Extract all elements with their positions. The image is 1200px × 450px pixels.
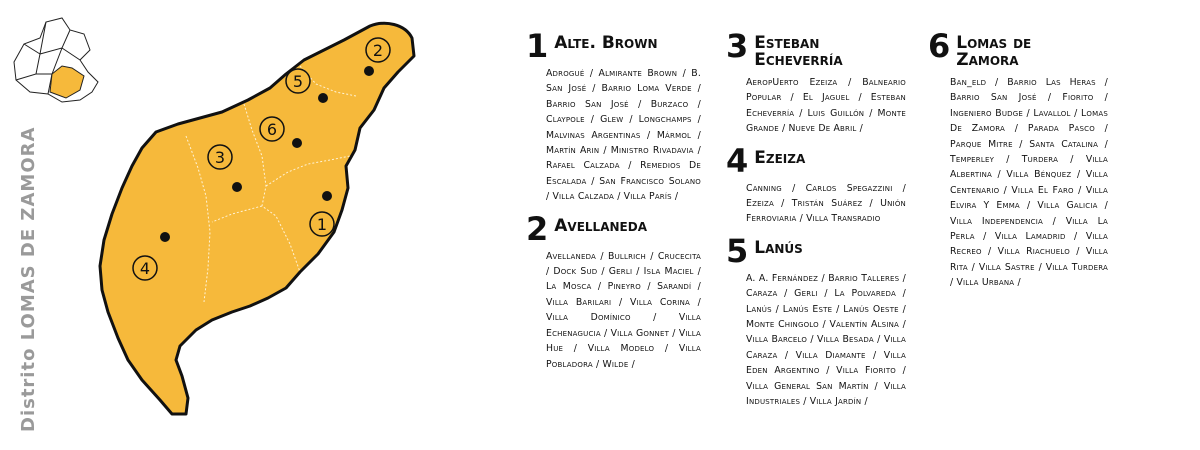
section-esteban-echeverria (726, 27, 906, 137)
section-lanus (726, 231, 906, 410)
section-number: 3 (726, 27, 749, 65)
svg-text:1: 1 (316, 215, 328, 234)
section-text: Adrogué / Almirante Brown / B. San José / Barrio Loma Verde / Barrio San José / Burzaco / Claypole / Glew / Longchamps / Malvinas Argentinas / Mármol / Martín Arin / Ministro Rivadavia / Rafael Calzada / Remedios De Escalada / San Francisco Solano / Villa Calzada / Villa París / (546, 68, 701, 203)
svg-text:4: 4 (139, 259, 151, 278)
section-number: 6 (928, 27, 951, 65)
dot-1 (322, 191, 332, 201)
section-title: Esteban Echeverría (754, 33, 843, 70)
vertical-title: Distrito LOMAS DE ZAMORA (18, 126, 39, 432)
section-number: 5 (726, 231, 749, 270)
column-1 (526, 27, 701, 382)
section-lomas-de-zamora (928, 27, 1108, 291)
section-title: Avellaneda (554, 215, 647, 236)
section-avellaneda (526, 209, 701, 372)
dot-4 (160, 232, 170, 242)
section-title: Lanús (754, 237, 803, 258)
section-number: 4 (726, 141, 749, 180)
svg-text:2: 2 (372, 41, 384, 60)
dot-3 (232, 182, 242, 192)
section-text: AeropUerto Ezeiza / Balneario Popular / El Jaguel / Esteban Echeverría / Luis Guillón / Monte Grande / Nueve De Abril / (746, 77, 906, 135)
section-text: Ban_eld / Barrio Las Heras / Barrio San José / Fiorito / Ingeniero Budge / Lavallol / Lomas De Zamora / Parada Pasco / Parque Mitre / Santa Catalina / Temperley / Turdera / Villa Albertina / Villa Bénquez / Villa Centenario / Villa El Faro / Villa Elvira Y Emma / Villa Galicia / Villa Independencia / Villa La Perla / Villa Lamadrid / Villa Recreo / Villa Riachuelo / Villa Rita / Villa Sastre / Villa Turdera / Villa Urbana / (950, 77, 1108, 289)
section-number: 2 (526, 209, 549, 248)
section-text: Avellaneda / Bullrich / Crucecita / Dock Sud / Gerli / Isla Maciel / La Mosca / Pineyro / Sarandí / Villa Barilari / Villa Corina / Villa Domínico / Villa Echenagucia / Villa Gonnet / Villa Hue / Villa Modelo / Villa Pobladora / Wilde / (546, 250, 701, 370)
district-shape (100, 23, 414, 414)
map (0, 0, 520, 450)
section-alte-brown (526, 27, 701, 205)
column-3 (928, 27, 1108, 301)
section-text: Canning / Carlos Spegazzini / Ezeiza / Tristán Suárez / Unión Ferroviaria / Villa Transradio (746, 182, 906, 225)
svg-text:3: 3 (214, 148, 226, 167)
section-text: A. A. Fernández / Barrio Talleres / Caraza / Gerli / La Polvareda / Lanús / Lanús Este / Lanús Oeste / Monte Chingolo / Valentín Alsina / Villa Barcelo / Villa Besada / Villa Caraza / Villa Diamante / Villa Eden Argentino / Villa Fiorito / Villa General San Martín / Villa Industriales / Villa Jardín / (746, 272, 906, 408)
section-number: 1 (526, 27, 549, 65)
svg-text:5: 5 (292, 72, 304, 91)
locator-inset (14, 18, 98, 102)
section-title: Lomas de Zamora (956, 33, 1032, 70)
dot-5 (318, 93, 328, 103)
section-title: Alte. Brown (554, 33, 658, 53)
dot-6 (292, 138, 302, 148)
section-title: Ezeiza (754, 147, 806, 168)
svg-text:6: 6 (266, 120, 278, 139)
dot-2 (364, 66, 374, 76)
column-2 (726, 27, 906, 420)
section-ezeiza (726, 141, 906, 227)
